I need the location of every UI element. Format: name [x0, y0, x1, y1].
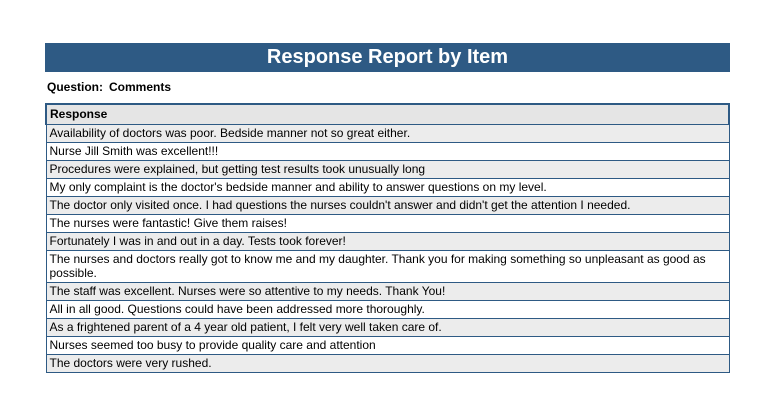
table-row [46, 197, 729, 215]
response-cell: The staff was excellent. Nurses were so attentive to my needs. Thank You! [46, 283, 729, 301]
column-header-response: Response [46, 104, 729, 125]
question-value: Comments [109, 80, 172, 94]
table-row [46, 301, 729, 319]
table-row [46, 319, 729, 337]
report-title: Response Report by Item [45, 43, 730, 72]
question-label: Question: [47, 80, 103, 94]
question-line [45, 80, 730, 94]
response-cell: The doctors were very rushed. [46, 355, 729, 373]
response-table [45, 103, 730, 373]
response-cell: Fortunately I was in and out in a day. Tests took forever! [46, 233, 729, 251]
table-row [46, 337, 729, 355]
table-row [46, 143, 729, 161]
response-cell: As a frightened parent of a 4 year old patient, I felt very well taken care of. [46, 319, 729, 337]
response-cell: The nurses were fantastic! Give them raises! [46, 215, 729, 233]
table-row [46, 251, 729, 283]
response-report [45, 43, 730, 373]
table-header-row [46, 104, 729, 125]
table-row [46, 179, 729, 197]
response-cell: Procedures were explained, but getting test results took unusually long [46, 161, 729, 179]
response-cell: All in all good. Questions could have been addressed more thoroughly. [46, 301, 729, 319]
table-row [46, 125, 729, 143]
table-row [46, 233, 729, 251]
response-cell: The nurses and doctors really got to know me and my daughter. Thank you for making something so unpleasant as good as possible. [46, 251, 729, 283]
table-row [46, 355, 729, 373]
response-cell: Availability of doctors was poor. Bedside manner not so great either. [46, 125, 729, 143]
table-row [46, 283, 729, 301]
response-cell: Nurses seemed too busy to provide quality care and attention [46, 337, 729, 355]
response-cell: My only complaint is the doctor's bedside manner and ability to answer questions on my level. [46, 179, 729, 197]
response-cell: The doctor only visited once. I had questions the nurses couldn't answer and didn't get the attention I needed. [46, 197, 729, 215]
table-row [46, 161, 729, 179]
response-cell: Nurse Jill Smith was excellent!!! [46, 143, 729, 161]
table-row [46, 215, 729, 233]
response-list [46, 125, 729, 373]
